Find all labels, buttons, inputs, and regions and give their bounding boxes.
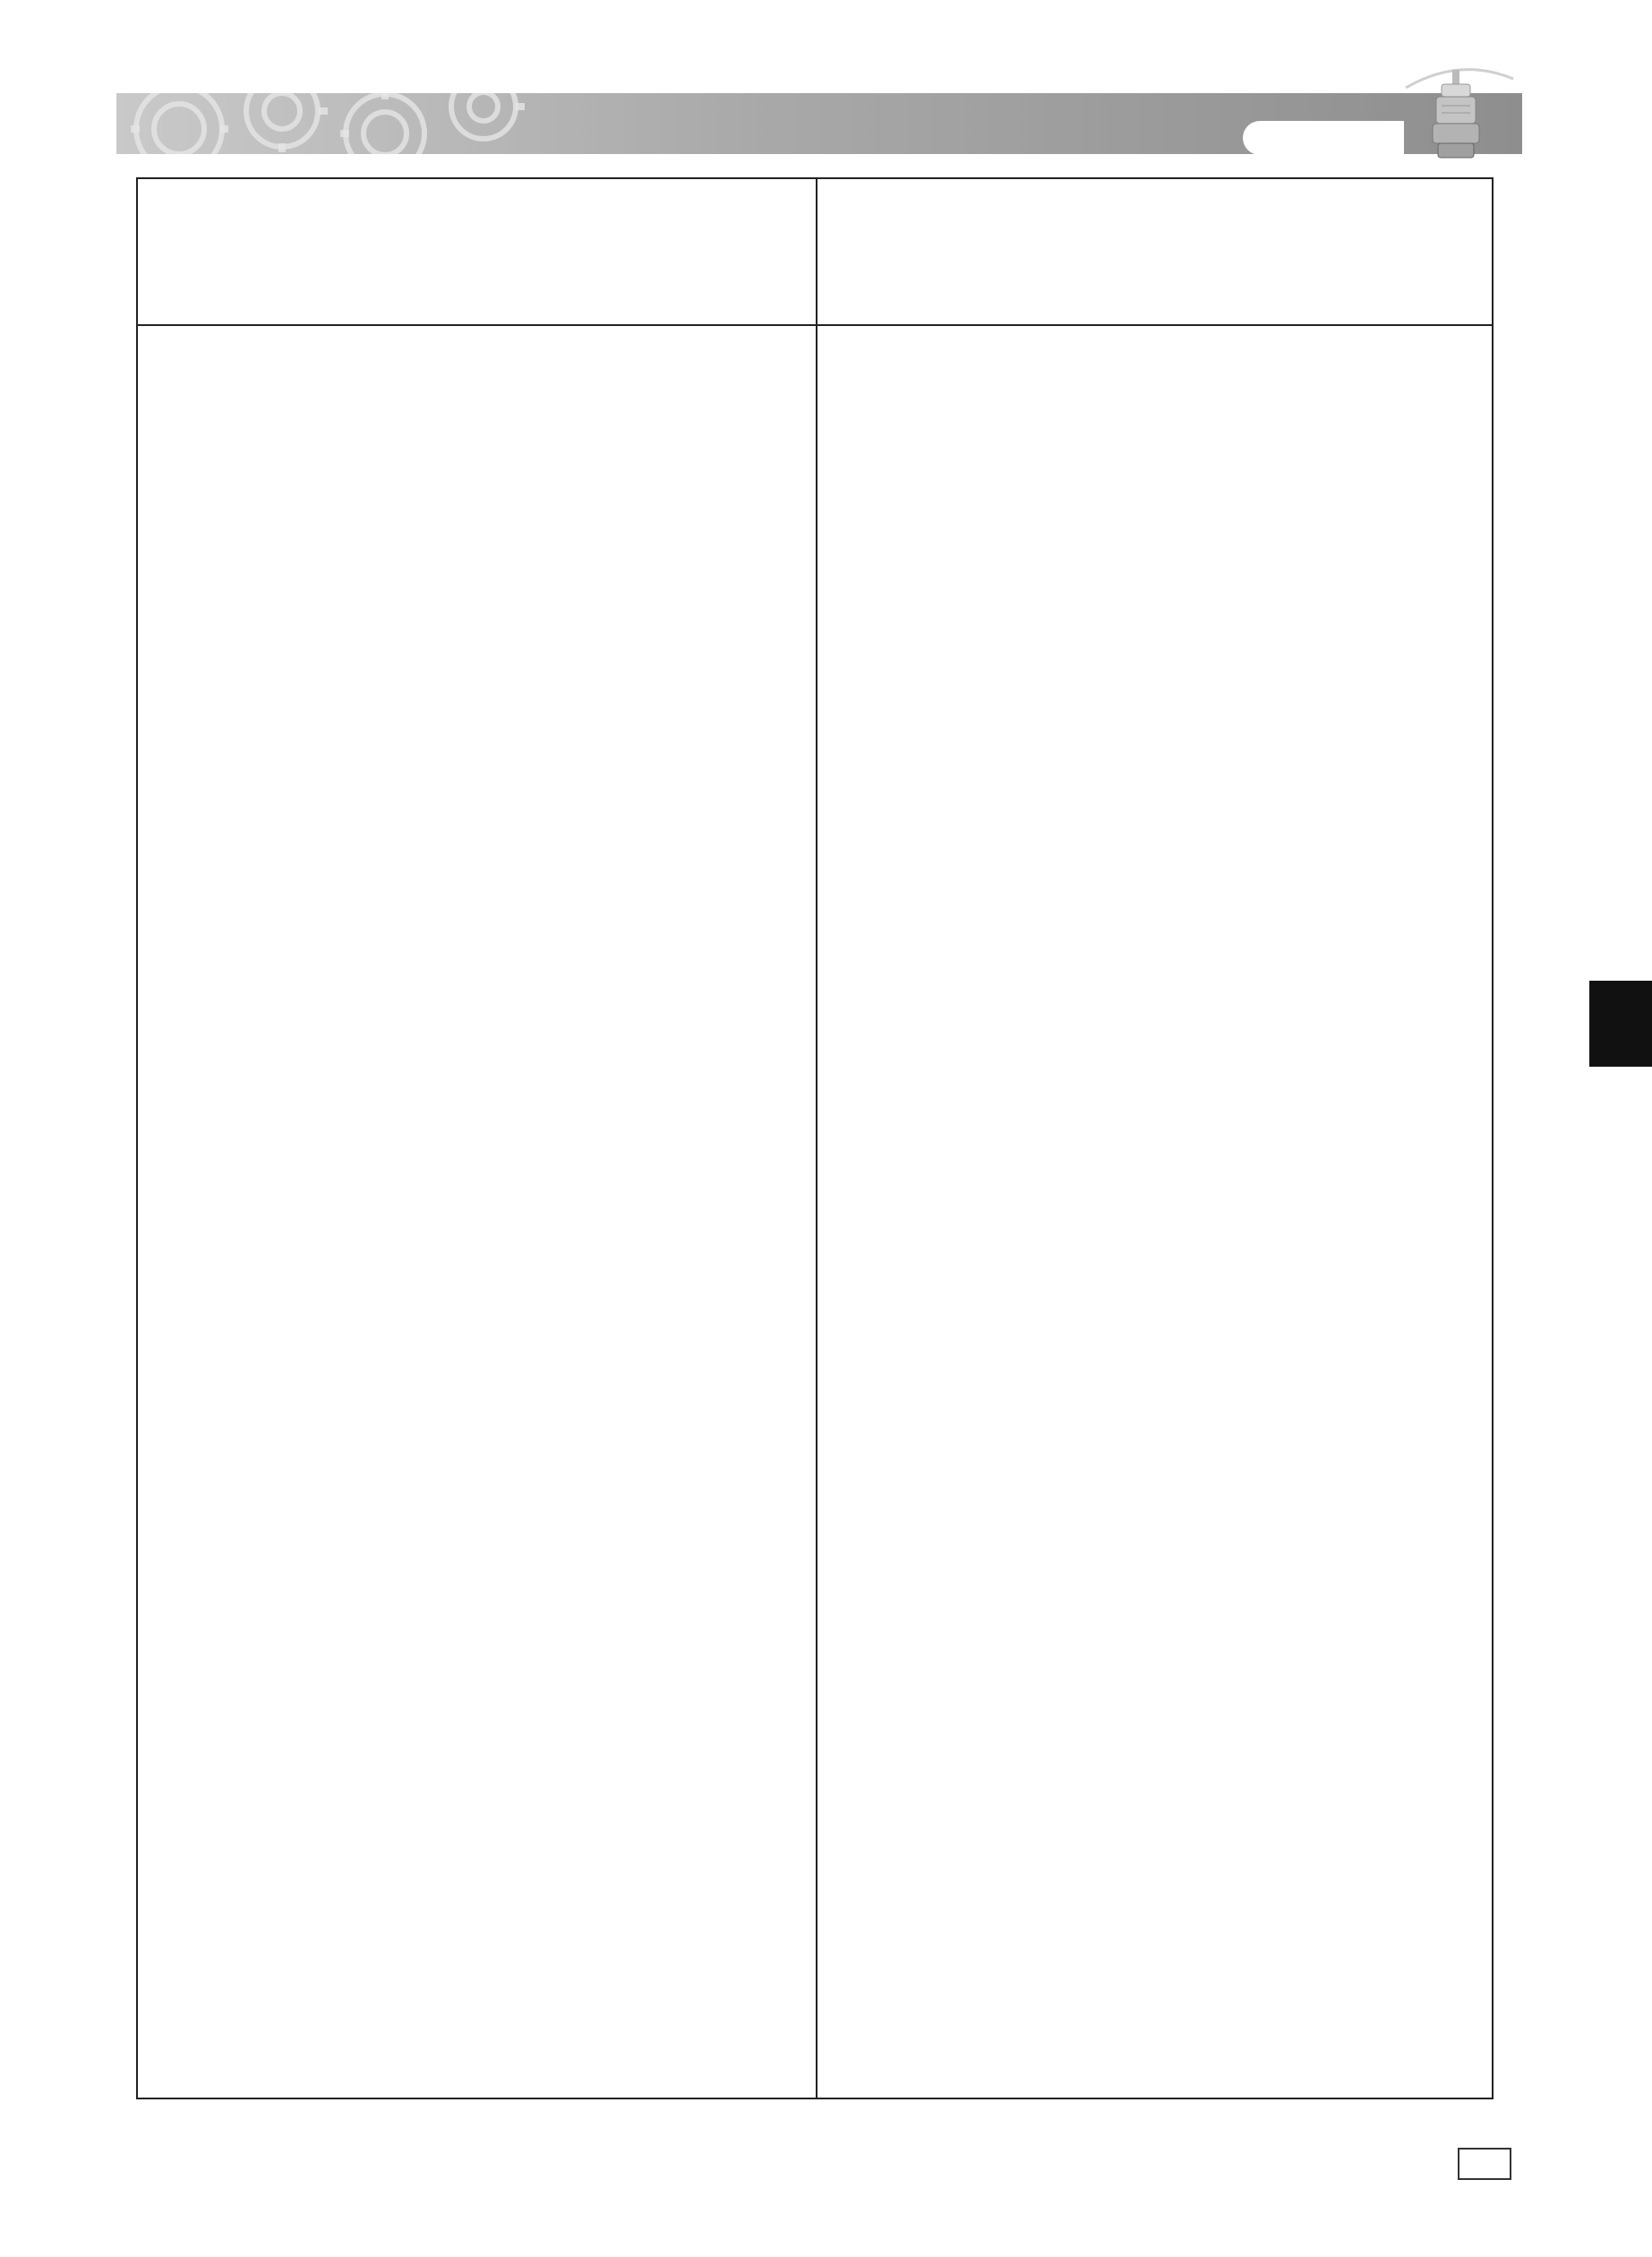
header-output-speed xyxy=(156,179,281,210)
header-service-factor xyxy=(544,179,670,210)
section-tab-marker xyxy=(1589,981,1652,1067)
header-ratio xyxy=(415,179,541,210)
gear-decoration-icon xyxy=(116,93,582,154)
header-service-factor xyxy=(1224,179,1349,210)
gear-motor-icon xyxy=(1397,61,1522,168)
manual-badge xyxy=(1243,121,1404,155)
page-number xyxy=(1458,2148,1511,2180)
table-header xyxy=(138,179,1492,326)
header-type xyxy=(679,179,804,210)
parameter-table xyxy=(136,177,1494,2099)
header-type xyxy=(1358,179,1484,210)
header-output-torque xyxy=(970,179,1095,210)
header-output-torque xyxy=(290,179,415,210)
header-ratio xyxy=(1095,179,1220,210)
header-output-speed xyxy=(835,179,961,210)
column-divider xyxy=(816,179,817,2098)
